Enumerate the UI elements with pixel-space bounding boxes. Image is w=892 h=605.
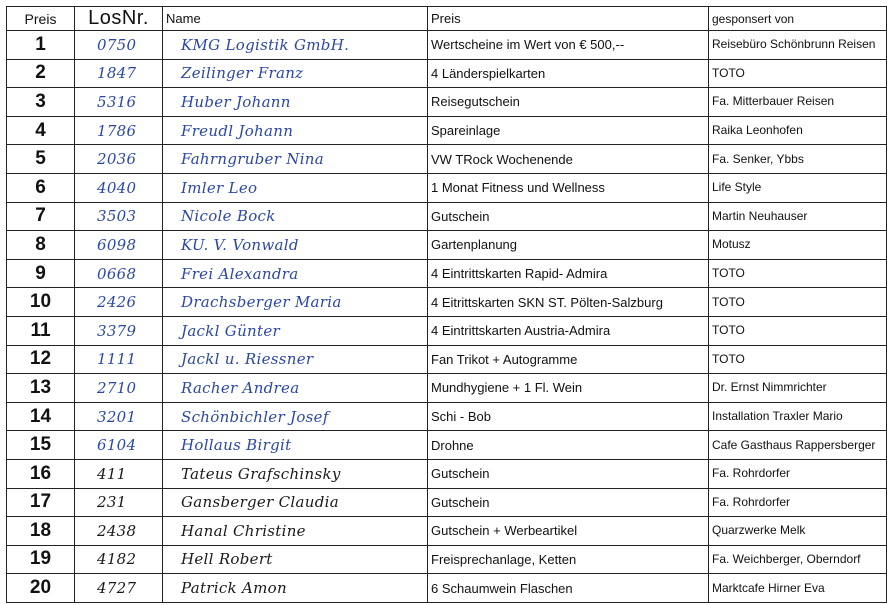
table-row <box>7 374 887 403</box>
table-body <box>7 31 887 603</box>
prize-rank: 11 <box>7 316 75 345</box>
lot-number: 3201 <box>75 402 163 431</box>
prize-rank: 8 <box>7 231 75 260</box>
prize-rank: 5 <box>7 145 75 174</box>
lot-number: 1111 <box>75 345 163 374</box>
sponsor-name: Fa. Weichberger, Oberndorf <box>709 545 887 574</box>
table-row <box>7 231 887 260</box>
sponsor-name: Martin Neuhauser <box>709 202 887 231</box>
prize-table <box>6 6 887 603</box>
winner-name: Jackl u. Riessner <box>163 345 428 374</box>
lot-number: 2426 <box>75 288 163 317</box>
prize-description: Spareinlage <box>428 116 709 145</box>
prize-description: 1 Monat Fitness und Wellness <box>428 173 709 202</box>
sponsor-name: Fa. Rohrdorfer <box>709 459 887 488</box>
prize-description: 4 Länderspielkarten <box>428 59 709 88</box>
winner-name: Schönbichler Josef <box>163 402 428 431</box>
winner-name: Drachsberger Maria <box>163 288 428 317</box>
table-row <box>7 574 887 603</box>
prize-description: Gartenplanung <box>428 231 709 260</box>
header-losnr: LosNr. <box>75 7 163 31</box>
prize-rank: 13 <box>7 374 75 403</box>
winner-name: Zeilinger Franz <box>163 59 428 88</box>
prize-rank: 7 <box>7 202 75 231</box>
table-row <box>7 345 887 374</box>
winner-name: Racher Andrea <box>163 374 428 403</box>
sponsor-name: Fa. Rohrdorfer <box>709 488 887 517</box>
winner-name: Jackl Günter <box>163 316 428 345</box>
prize-description: Gutschein <box>428 202 709 231</box>
winner-name: Hell Robert <box>163 545 428 574</box>
table-row <box>7 202 887 231</box>
header-preis: Preis <box>7 7 75 31</box>
sponsor-name: Installation Traxler Mario <box>709 402 887 431</box>
prize-rank: 6 <box>7 173 75 202</box>
table-row <box>7 288 887 317</box>
winner-name: Hanal Christine <box>163 517 428 546</box>
sponsor-name: Reisebüro Schönbrunn Reisen <box>709 31 887 60</box>
prize-description: Mundhygiene + 1 Fl. Wein <box>428 374 709 403</box>
lot-number: 2438 <box>75 517 163 546</box>
lot-number: 5316 <box>75 88 163 117</box>
winner-name: KMG Logistik GmbH. <box>163 31 428 60</box>
winner-name: Huber Johann <box>163 88 428 117</box>
prize-description: Fan Trikot + Autogramme <box>428 345 709 374</box>
table-row <box>7 459 887 488</box>
winner-name: Gansberger Claudia <box>163 488 428 517</box>
prize-list-sheet <box>6 6 887 603</box>
prize-rank: 20 <box>7 574 75 603</box>
lot-number: 1786 <box>75 116 163 145</box>
prize-description: Reisegutschein <box>428 88 709 117</box>
prize-rank: 15 <box>7 431 75 460</box>
sponsor-name: TOTO <box>709 345 887 374</box>
sponsor-name: TOTO <box>709 259 887 288</box>
prize-rank: 14 <box>7 402 75 431</box>
sponsor-name: TOTO <box>709 59 887 88</box>
header-sponsor: gesponsert von <box>709 7 887 31</box>
lot-number: 6098 <box>75 231 163 260</box>
lot-number: 2710 <box>75 374 163 403</box>
sponsor-name: Marktcafe Hirner Eva <box>709 574 887 603</box>
prize-description: 6 Schaumwein Flaschen <box>428 574 709 603</box>
table-row <box>7 431 887 460</box>
header-prize: Preis <box>428 7 709 31</box>
prize-description: Schi - Bob <box>428 402 709 431</box>
header-name: Name <box>163 7 428 31</box>
winner-name: Imler Leo <box>163 173 428 202</box>
table-row <box>7 402 887 431</box>
sponsor-name: TOTO <box>709 288 887 317</box>
table-row <box>7 488 887 517</box>
lot-number: 411 <box>75 459 163 488</box>
lot-number: 2036 <box>75 145 163 174</box>
prize-rank: 16 <box>7 459 75 488</box>
table-row <box>7 145 887 174</box>
lot-number: 4040 <box>75 173 163 202</box>
prize-rank: 1 <box>7 31 75 60</box>
sponsor-name: Raika Leonhofen <box>709 116 887 145</box>
prize-rank: 9 <box>7 259 75 288</box>
winner-name: Freudl Johann <box>163 116 428 145</box>
sponsor-name: Fa. Mitterbauer Reisen <box>709 88 887 117</box>
table-row <box>7 316 887 345</box>
prize-rank: 10 <box>7 288 75 317</box>
table-row <box>7 88 887 117</box>
table-row <box>7 173 887 202</box>
sponsor-name: Dr. Ernst Nimmrichter <box>709 374 887 403</box>
prize-rank: 17 <box>7 488 75 517</box>
prize-rank: 4 <box>7 116 75 145</box>
prize-description: Drohne <box>428 431 709 460</box>
table-row <box>7 545 887 574</box>
lot-number: 0750 <box>75 31 163 60</box>
winner-name: KU. V. Vonwald <box>163 231 428 260</box>
sponsor-name: Life Style <box>709 173 887 202</box>
winner-name: Nicole Bock <box>163 202 428 231</box>
lot-number: 4727 <box>75 574 163 603</box>
prize-rank: 12 <box>7 345 75 374</box>
lot-number: 3379 <box>75 316 163 345</box>
prize-description: 4 Eitrittskarten SKN ST. Pölten-Salzburg <box>428 288 709 317</box>
lot-number: 3503 <box>75 202 163 231</box>
prize-description: Wertscheine im Wert von € 500,-- <box>428 31 709 60</box>
sponsor-name: TOTO <box>709 316 887 345</box>
sponsor-name: Cafe Gasthaus Rappersberger <box>709 431 887 460</box>
sponsor-name: Fa. Senker, Ybbs <box>709 145 887 174</box>
lot-number: 1847 <box>75 59 163 88</box>
prize-rank: 18 <box>7 517 75 546</box>
prize-description: 4 Eintrittskarten Rapid- Admira <box>428 259 709 288</box>
lot-number: 231 <box>75 488 163 517</box>
prize-description: Gutschein <box>428 488 709 517</box>
table-row <box>7 31 887 60</box>
winner-name: Fahrngruber Nina <box>163 145 428 174</box>
header-row <box>7 7 887 31</box>
sponsor-name: Quarzwerke Melk <box>709 517 887 546</box>
lot-number: 4182 <box>75 545 163 574</box>
table-row <box>7 59 887 88</box>
table-row <box>7 116 887 145</box>
prize-description: Gutschein + Werbeartikel <box>428 517 709 546</box>
table-row <box>7 259 887 288</box>
prize-rank: 2 <box>7 59 75 88</box>
lot-number: 0668 <box>75 259 163 288</box>
winner-name: Hollaus Birgit <box>163 431 428 460</box>
winner-name: Frei Alexandra <box>163 259 428 288</box>
sponsor-name: Motusz <box>709 231 887 260</box>
winner-name: Patrick Amon <box>163 574 428 603</box>
table-row <box>7 517 887 546</box>
prize-description: Gutschein <box>428 459 709 488</box>
lot-number: 6104 <box>75 431 163 460</box>
prize-rank: 19 <box>7 545 75 574</box>
prize-description: Freisprechanlage, Ketten <box>428 545 709 574</box>
prize-description: VW TRock Wochenende <box>428 145 709 174</box>
prize-rank: 3 <box>7 88 75 117</box>
winner-name: Tateus Grafschinsky <box>163 459 428 488</box>
prize-description: 4 Eintrittskarten Austria-Admira <box>428 316 709 345</box>
